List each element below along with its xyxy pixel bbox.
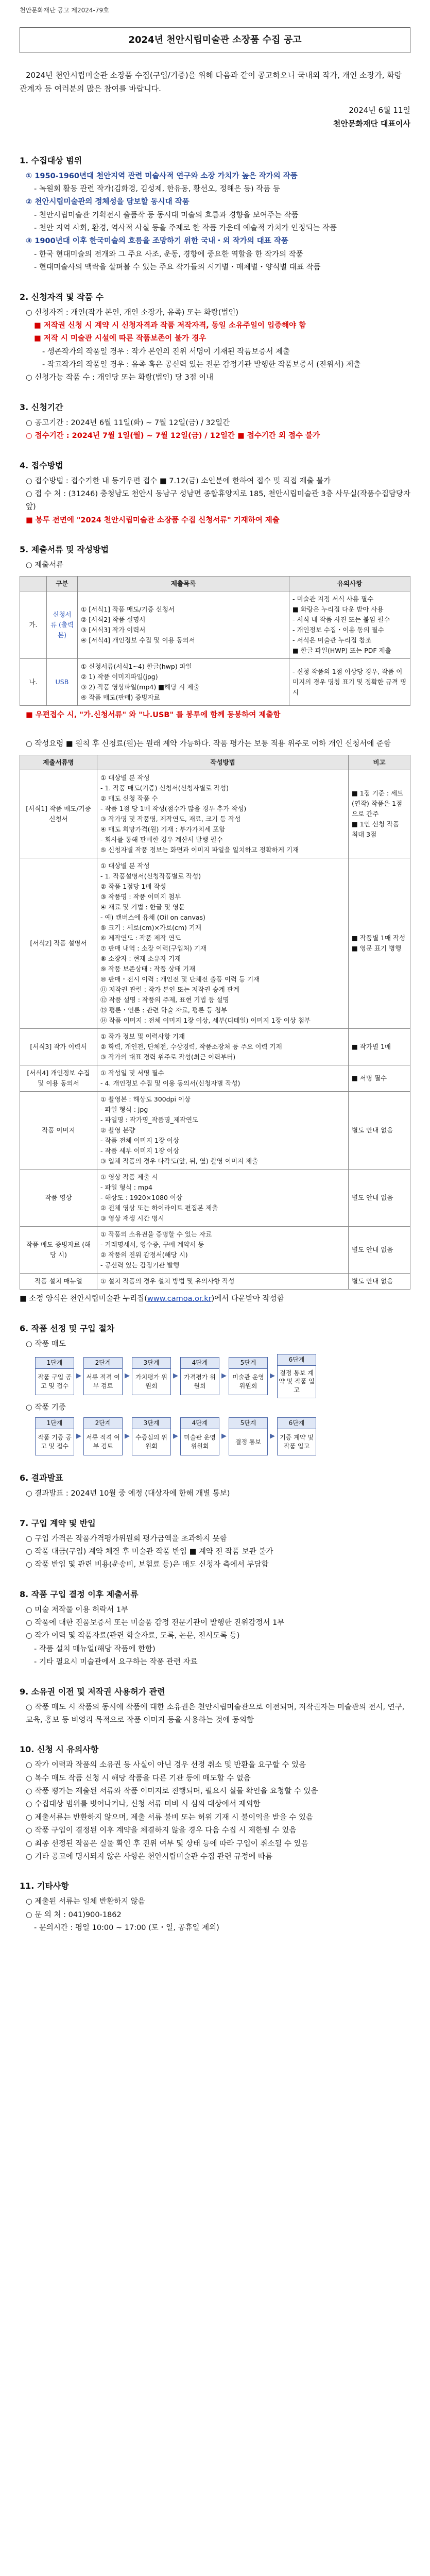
flow-step-number: 2단계: [84, 1418, 122, 1429]
documents-table: [20, 576, 410, 706]
caution-item: ○ 작품 평가는 제출된 서류와 작품 이미지로 진행되며, 필요시 실물 확인을 요청할 수 있음: [26, 1787, 318, 1796]
doc-method: ① 작가 정보 및 이력사항 기재 ② 학력, 개인전, 단체전, 수상경력, 작품소장처 등 주요 이력 기재 ③ 작가의 대표 경력 위주로 작성(최근 이력부터): [97, 1029, 349, 1065]
method-item: ○ 접 수 처 : (31246) 충청남도 천안시 동남구 성남면 종합휴양지로 185, 천안시립미술관 3층 사무실(작품수집담당자 앞): [26, 489, 410, 512]
page-title: 2024년 천안시립미술관 소장품 수집 공고: [20, 27, 410, 53]
doc-method: ① 촬영본 : 해상도 300dpi 이상 - 파일 형식 : jpg - 파일명 : 작가명_작품명_제작연도 ② 촬영 분량 - 작품 전체 이미지 1장 이상 - 작품 세부 이미지 1장 이상 ③ 입체 작품의 경우 다각도(앞, 뒤, 옆) 촬영 이미지 제출: [97, 1092, 349, 1170]
period-item: ○ 접수기간 : 2024년 7월 1일(월) ~ 7월 12일(금) / 12일간 ■ 접수기간 외 접수 불가: [26, 432, 320, 440]
caution-item: ○ 수집대상 범위를 벗어나거나, 신청 서류 미비 시 심의 대상에서 제외함: [26, 1800, 261, 1809]
caution-item: ○ 제출서류는 반환하지 않으며, 제출 서류 불비 또는 허위 기재 시 불이익을 받을 수 있음: [26, 1813, 314, 1822]
flow-step: [180, 1357, 219, 1395]
postdoc-subitem: - 기타 필요시 미술관에서 요구하는 작품 관련 자료: [34, 1658, 198, 1667]
flow-step: [35, 1357, 74, 1395]
flow-step-number: 4단계: [181, 1418, 219, 1429]
doc-method: ① 대상별 분 작성 - 1. 작품설명서(신청작품별로 작성) ② 작품 1점당 1매 작성 ③ 작품명 : 작품 이미지 첨부 ④ 재료 및 기법 : 한글 및 영문 - 예) 캔버스에 유채 (Oil on canvas) ⑤ 크기 : 세로(cm)×가로(cm) 기재 ⑥ 제작연도 : 작품 제작 연도 ⑦ 판매 내역 : 소장 이력(구입처) 기재 ⑧ 소장자 : 현재 소유자 기재 ⑨ 작품 보존상태 : 작품 상태 기재 ⑩ 판매・전시 이력 : 개인전 및 단체전 출품 이력 등 기재 ⑪ 저작권 관련 : 작가 본인 또는 저작권 승계 관계 ⑫ 작품 설명 : 작품의 주제, 표현 기법 등 설명 ⑬ 평론・언론 : 관련 학술 자료, 평론 등 첨부 ⑭ 작품 이미지 : 전체 이미지 1장 이상, 세부(디테일) 이미지 1장 이상 첨부: [97, 858, 349, 1029]
caution-item: ○ 기타 공고에 명시되지 않은 사항은 천안시립미술관 수집 관련 규정에 따름: [26, 1852, 272, 1861]
doc-method: ① 영상 작품 제출 시 - 파일 형식 : mp4 - 해상도 : 1920×1080 이상 ② 전체 영상 또는 하이라이트 편집본 제출 ③ 영상 재생 시간 명시: [97, 1170, 349, 1227]
section-title: 1. 수집대상 범위: [20, 155, 82, 165]
flow-step-label: 작품 구입 공고 및 접수: [38, 1374, 72, 1389]
scope-subitem: - 한국 현대미술의 전개와 그 주요 사조, 운동, 경향에 중요한 역할을 한 작가의 작품: [34, 250, 303, 259]
row-notes: - 신청 작품의 1점 이상당 경우, 작품 이미지의 경우 명칭 표기 및 정확한 규격 명시: [289, 659, 410, 706]
caution-item: ○ 작가 이력과 작품의 소유권 등 사실이 아닌 경우 선정 취소 및 반환을 요구할 수 있음: [26, 1761, 306, 1770]
row-notes: - 미술관 지정 서식 사용 필수 ■ 화랑은 누리집 다운 받아 사용 - 서식 내 작품 사진 또는 붙임 필수 - 개인정보 수집・이용 동의 필수 - 서식은 미술관 누리집 참조 ■ 한글 파일(HWP) 또는 PDF 제출: [289, 591, 410, 659]
section-eligibility: [20, 290, 410, 385]
contract-item: ○ 작품 반입 및 관련 비용(운송비, 보험료 등)은 매도 신청자 측에서 부담함: [26, 1561, 269, 1569]
eligibility-subitem: - 생존작가의 작품일 경우 : 작가 본인의 진위 서명이 기재된 작품보증서 제출: [42, 347, 290, 356]
postdoc-subitem: - 작품 설치 매뉴얼(해당 작품에 한함): [34, 1645, 156, 1653]
writing-guide-table: [20, 755, 410, 1290]
flow-step: [277, 1417, 316, 1455]
table-row: [20, 1170, 410, 1227]
etc-item: ○ 제출된 서류는 일체 반환하지 않음: [26, 1897, 145, 1906]
scope-item: ② 천안시립미술관의 정체성을 담보할 동시대 작품: [26, 198, 190, 207]
row-group: 나.: [20, 659, 47, 706]
contract-item: ○ 구입 가격은 작품가격평가위원회 평가금액을 초과하지 못함: [26, 1534, 227, 1543]
doc-name: 작품 설치 매뉴얼: [20, 1274, 97, 1290]
doc-note: ■ 서명 필수: [349, 1065, 410, 1092]
section-title: 9. 소유권 이전 및 저작권 사용허가 관련: [20, 1686, 165, 1697]
doc-name: [서식1] 작품 매도/기증 신청서: [20, 770, 97, 858]
section-title: 6. 결과발표: [20, 1473, 63, 1483]
table-row: [20, 591, 410, 659]
subsection-title: ○ 제출서류: [26, 561, 64, 569]
signer: 천안문화재단 대표이사: [333, 119, 410, 129]
doc-note: 별도 안내 없음: [349, 1170, 410, 1227]
section-title: 2. 신청자격 및 작품 수: [20, 292, 104, 302]
flow-step: [277, 1354, 316, 1398]
flow-step-label: 미술관 운영위원회: [232, 1374, 264, 1389]
section-writing-guide: [20, 738, 410, 1306]
section-title: 4. 접수방법: [20, 460, 63, 470]
section-title: 5. 제출서류 및 작성방법: [20, 545, 109, 554]
doc-note: ■ 작품별 1매 작성 ■ 영문 표기 병행: [349, 858, 410, 1029]
table-header: 유의사항: [289, 577, 410, 591]
arrow-right-icon: ▶: [221, 1371, 227, 1380]
table-row: [20, 1092, 410, 1170]
flow-step: [132, 1357, 171, 1395]
table-row: [20, 858, 410, 1029]
flow-step-label: 가격평가 위원회: [184, 1374, 216, 1389]
contact-phone: ○ 문 의 처 : 041)900-1862: [26, 1910, 122, 1919]
flow-step: [229, 1417, 268, 1455]
flow-step-label: 가치평가 위원회: [135, 1374, 167, 1389]
doc-method: ① 대상별 분 작성 - 1. 작품 매도(기증) 신청서(신청자별로 작성) ② 매도 신청 작품 수 - 작품 1점 당 1매 작성(점수가 많을 경우 추가 작성) ③ 작가명 및 작품명, 제작연도, 재료, 크기 등 작성 ④ 매도 희망가격(원) 기재 : 부가가치세 포함 - 회사를 통해 판매한 경우 계산서 발행 필수 ⑤ 신청자별 작품 정보는 화면과 이미지 파일을 일치하고 정확하게 기재: [97, 770, 349, 858]
flow-step-number: 1단계: [36, 1418, 74, 1429]
doc-note: 별도 안내 없음: [349, 1092, 410, 1170]
contact-hours: - 문의시간 : 평일 10:00 ~ 17:00 (토・일, 공휴일 제외): [34, 1924, 219, 1933]
section-submission-method: [20, 459, 410, 528]
flow-step-label: 서류 적격 여부 검토: [86, 1374, 120, 1389]
flow-step-label: 결정 통보 계약 및 작품 입고: [279, 1369, 315, 1394]
row-docs: ① 신청서류(서식1~4) 한글(hwp) 파일 ② 1) 작품 이미지파일(jpg) ③ 2) 작품 영상파일(mp4) ■해당 시 제출 ④ 작품 매도(판매) 증빙자료: [78, 659, 289, 706]
postdoc-item: ○ 미술 저작물 이용 허락서 1부: [26, 1605, 128, 1614]
arrow-right-icon: ▶: [173, 1432, 178, 1440]
flow-step-label: 작품 기증 공고 및 접수: [38, 1434, 72, 1450]
table-row: [20, 1029, 410, 1065]
table-row: [20, 659, 410, 706]
flow-step-label: 서류 적격 여부 검토: [86, 1434, 120, 1450]
row-docs: ① [서식1] 작품 매도/기증 신청서 ② [서식2] 작품 설명서 ③ [서식3] 작가 이력서 ④ [서식4] 개인정보 수집 및 이용 동의서: [78, 591, 289, 659]
scope-subitem: - 천안 지역 사회, 환경, 역사적 사실 등을 주제로 한 작품 가운데 예술적 가치가 인정되는 작품: [34, 224, 337, 232]
flow-step-number: 4단계: [181, 1358, 219, 1369]
table-header: 제출목록: [78, 577, 289, 591]
table-row: [20, 1065, 410, 1092]
doc-name: [서식4] 개인정보 수집 및 이용 동의서: [20, 1065, 97, 1092]
row-kind: USB: [47, 659, 78, 706]
caution-item: ○ 최종 선정된 작품은 실물 확인 후 진위 여부 및 상태 등에 따라 구입이 취소될 수 있음: [26, 1839, 308, 1848]
arrow-right-icon: ▶: [173, 1371, 178, 1380]
form-download-note: ■ 소정 양식은 천안시립미술관 누리집(www.camoa.or.kr)에서 다운받아 작성함: [20, 1295, 284, 1303]
section-etc: [20, 1879, 410, 1935]
subsection-title: ○ 작품 기증: [26, 1403, 66, 1412]
doc-name: 작품 영상: [20, 1170, 97, 1227]
section-required-documents: [20, 543, 410, 722]
scope-subitem: - 천안시립미술관 기획전시 출품작 등 동시대 미술의 흐름과 경향을 보여주는 작품: [34, 211, 299, 219]
section-collection-scope: [20, 154, 410, 275]
arrow-right-icon: ▶: [125, 1432, 130, 1440]
flow-step: [83, 1357, 123, 1395]
eligibility-warning: ■ 저작권 신청 시 계약 시 신청자격과 작품 저작자격, 동일 소유주일이 입증해야 함: [34, 321, 306, 330]
caution-item: ○ 복수 매도 작품 신청 시 해당 작품을 다른 기관 등에 매도할 수 없음: [26, 1774, 251, 1783]
doc-name: 작품 매도 증빙자료 (해당 시): [20, 1227, 97, 1274]
doc-note: 별도 안내 없음: [349, 1274, 410, 1290]
caution-item: ○ 작품 구입이 결정된 이후 계약을 체결하지 않을 경우 다음 수집 시 제한될 수 있음: [26, 1826, 297, 1835]
postdoc-item: ○ 작품에 대한 진품보증서 또는 미술품 감정 전문기관이 발행한 진위감정서 1부: [26, 1619, 285, 1628]
section-title: 10. 신청 시 유의사항: [20, 1744, 99, 1755]
scope-item: ③ 1900년대 이후 한국미술의 흐름을 조망하기 위한 국내・외 작가의 대표 작품: [26, 237, 288, 246]
arrow-right-icon: ▶: [221, 1432, 227, 1440]
flow-step-number: 6단계: [278, 1354, 316, 1366]
arrow-right-icon: ▶: [76, 1432, 81, 1440]
section-title: 7. 구입 계약 및 반입: [20, 1518, 96, 1528]
section-application-period: [20, 400, 410, 443]
postdoc-item: ○ 작가 이력 및 작품자료(관련 학술자료, 도록, 논문, 전시도록 등): [26, 1632, 240, 1640]
scope-subitem: - 녹원회 활동 관련 작가(김화경, 김성제, 한유동, 황선오, 정해은 등) 작품 등: [34, 184, 280, 193]
section-post-decision-documents: [20, 1587, 410, 1669]
flow-step-number: 6단계: [278, 1418, 316, 1429]
row-kind: 신청서류 (출력본): [47, 591, 78, 659]
table-header: 작성방법: [97, 755, 349, 770]
eligibility-item: ○ 신청가능 작품 수 : 개인당 또는 화랑(법인) 당 3점 이내: [26, 374, 214, 382]
section-contract: [20, 1516, 410, 1572]
arrow-right-icon: ▶: [270, 1432, 275, 1440]
doc-name: 작품 이미지: [20, 1092, 97, 1170]
section-title: 11. 기타사항: [20, 1881, 69, 1891]
flow-step: [35, 1417, 74, 1455]
flow-step-number: 3단계: [132, 1358, 170, 1369]
method-item: ○ 접수방법 : 접수기한 내 등기우편 접수 ■ 7.12(금) 소인분에 한하여 접수 및 직접 제출 불가: [26, 477, 331, 485]
flow-step-label: 기증 계약 및 작품 입고: [280, 1434, 314, 1450]
section-title: 8. 작품 구입 결정 이후 제출서류: [20, 1589, 139, 1599]
ownership-text: ○ 작품 매도 시 작품의 동시에 작품에 대한 소유권은 천안시립미술관으로 이전되며, 저작권자는 미술관의 전시, 연구, 교육, 홍보 등 비영리 목적으로 작품 이미지 등을 사용하는 것에 동의함: [26, 1703, 405, 1724]
scope-subitem: - 현대미술사의 맥락을 살펴볼 수 있는 주요 작가들의 시기별・매체별・양식별 대표 작품: [34, 263, 321, 272]
usb-note: ■ 우편접수 시, "가.신청서류" 와 "나.USB" 를 봉투에 함께 동봉하여 제출함: [26, 711, 281, 720]
doc-name: [서식2] 작품 설명서: [20, 858, 97, 1029]
eligibility-warning: ■ 저작 시 미술관 시설에 따른 작품보존이 불가 경우: [34, 334, 207, 343]
table-header: [20, 577, 47, 591]
flow-step-number: 1단계: [36, 1358, 74, 1369]
purchase-flow: [35, 1354, 410, 1398]
museum-website-link[interactable]: www.camoa.or.kr: [147, 1295, 212, 1303]
row-group: 가.: [20, 591, 47, 659]
flow-step-label: 미술관 운영위원회: [184, 1434, 216, 1450]
flow-step-label: 수증심의 위원회: [135, 1434, 167, 1450]
table-row: [20, 770, 410, 858]
doc-note: 별도 안내 없음: [349, 1227, 410, 1274]
arrow-right-icon: ▶: [270, 1371, 275, 1380]
doc-method: ① 설치 작품의 경우 설치 방법 및 유의사항 작성: [97, 1274, 349, 1290]
intro-paragraph: 2024년 천안시립미술관 소장품 수집(구입/기증)을 위해 다음과 같이 공고하오니 국내외 작가, 개인 소장가, 화랑 관계자 등 여러분의 많은 참여를 바랍니다.: [20, 70, 402, 93]
method-warning: ■ 봉투 전면에 "2024 천안시립미술관 소장품 수집 신청서류" 기재하여 제출: [26, 516, 280, 524]
flow-step: [132, 1417, 171, 1455]
section-title: 3. 신청기간: [20, 402, 63, 412]
flow-step-label: 결정 통보: [235, 1438, 262, 1446]
table-header: 비고: [349, 755, 410, 770]
flow-step-number: 2단계: [84, 1358, 122, 1369]
flow-step: [180, 1417, 219, 1455]
section-cautions: [20, 1742, 410, 1863]
subsection-title: ○ 작성요령 ■ 원칙 후 신청료(원)는 원래 계약 가능하다. 작품 평가는 보통 적용 위주로 이하 개인 신청서에 준함: [26, 739, 391, 748]
table-row: [20, 1227, 410, 1274]
flow-step: [229, 1357, 268, 1395]
flow-step-number: 3단계: [132, 1418, 170, 1429]
donation-flow: [35, 1417, 410, 1455]
table-header: 제출서류명: [20, 755, 97, 770]
arrow-right-icon: ▶: [125, 1371, 130, 1380]
announcement-number: 천안문화재단 공고 제2024-79호: [20, 7, 109, 14]
flow-step-number: 5단계: [229, 1418, 267, 1429]
doc-note: ■ 작가별 1매: [349, 1029, 410, 1065]
subsection-title: ○ 작품 매도: [26, 1340, 66, 1348]
section-ownership-copyright: [20, 1685, 410, 1727]
section-results: [20, 1471, 410, 1500]
table-row: [20, 1274, 410, 1290]
doc-method: ① 작성일 및 서명 필수 - 4. 개인정보 수집 및 이용 동의서(신청자별 작성): [97, 1065, 349, 1092]
contract-item: ○ 작품 대금(구입) 계약 체결 후 미술관 작품 반입 ■ 계약 전 작품 보관 불가: [26, 1547, 273, 1556]
results-item: ○ 결과발표 : 2024년 10월 중 예정 (대상자에 한해 개별 통보): [26, 1489, 230, 1498]
arrow-right-icon: ▶: [76, 1371, 81, 1380]
doc-name: [서식3] 작가 이력서: [20, 1029, 97, 1065]
eligibility-item: ○ 신청자격 : 개인(작가 본인, 개인 소장가, 유족) 또는 화랑(법인): [26, 308, 239, 317]
announcement-date: 2024년 6월 11일: [349, 106, 410, 115]
flow-step: [83, 1417, 123, 1455]
eligibility-subitem: - 작고작가의 작품일 경우 : 유족 혹은 공신력 있는 전문 감정기관 발행한 작품보증서 (진위서) 제출: [42, 361, 361, 369]
doc-note: ■ 1점 기준 : 세트(연작) 작품은 1점으로 간주 ■ 1인 신청 작품 최대 3점: [349, 770, 410, 858]
flow-step-number: 5단계: [229, 1358, 267, 1369]
table-header: 구분: [47, 577, 78, 591]
period-item: ○ 공고기간 : 2024년 6월 11일(화) ~ 7월 12일(금) / 32일간: [26, 418, 230, 427]
section-title: 6. 작품 선정 및 구입 절차: [20, 1323, 115, 1333]
section-selection-process: [20, 1321, 410, 1456]
scope-item: ① 1950-1960년대 천안지역 관련 미술사적 연구와 소장 가치가 높은 작가의 작품: [26, 172, 298, 180]
doc-method: ① 작품의 소유권을 증명할 수 있는 자료 - 거래명세서, 영수증, 구매 계약서 등 ② 작품의 진위 감정서(해당 시) - 공신력 있는 감정기관 발행: [97, 1227, 349, 1274]
